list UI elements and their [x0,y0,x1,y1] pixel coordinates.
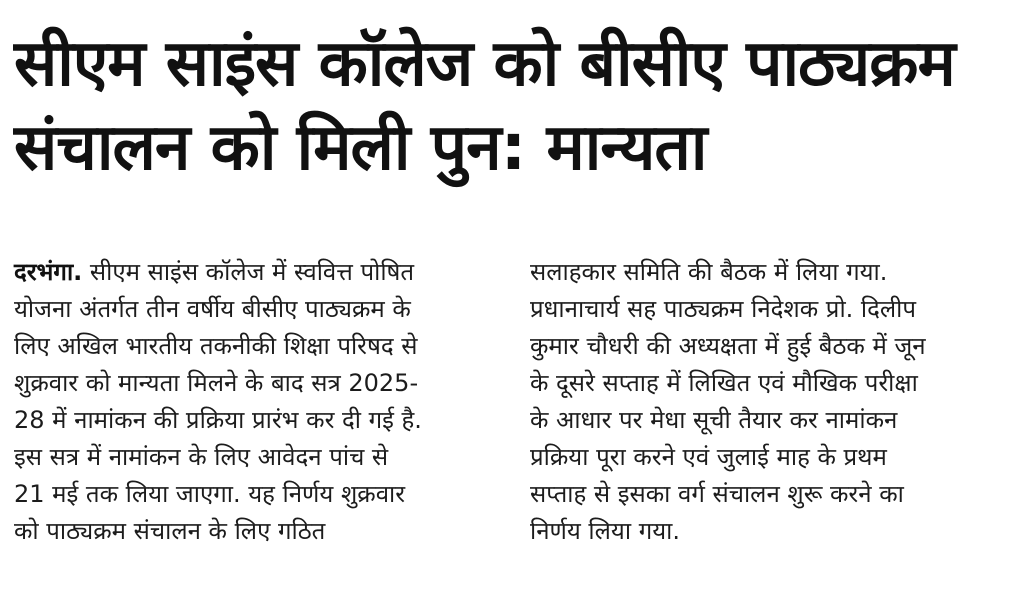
body-line: प्रधानाचार्य सह पाठ्यक्रम निदेशक प्रो. दिलीप [530,295,916,323]
body-line: कुमार चौधरी की अध्यक्षता में हुई बैठक में जून [530,332,926,360]
body-line: के दूसरे सप्ताह में लिखित एवं मौखिक परीक्षा [530,369,918,397]
body-line: के आधार पर मेधा सूची तैयार कर नामांकन [530,406,898,434]
body-line: को पाठ्यक्रम संचालन के लिए गठित [14,517,326,545]
article-column-right [530,254,1004,550]
body-line [14,254,496,291]
headline-line-2: संचालन को मिली पुन: मान्यता [14,111,707,185]
body-line: सप्ताह से इसका वर्ग संचालन शुरू करने का [530,480,904,508]
body-line: 28 में नामांकन की प्रक्रिया प्रारंभ कर दी गई है. [14,406,422,434]
body-line: निर्णय लिया गया. [530,517,680,545]
body-line: सलाहकार समिति की बैठक में लिया गया. [530,258,888,286]
headline [14,22,1004,190]
article-column-left [14,254,496,550]
headline-line-1: सीएम साइंस कॉलेज को बीसीए पाठ्यक्रम [14,27,955,101]
body-line: लिए अखिल भारतीय तकनीकी शिक्षा परिषद से [14,332,418,360]
body-line: योजना अंतर्गत तीन वर्षीय बीसीए पाठ्यक्रम के [14,295,411,323]
body-line: 21 मई तक लिया जाएगा. यह निर्णय शुक्रवार [14,480,406,508]
body-line: प्रक्रिया पूरा करने एवं जुलाई माह के प्रथम [530,443,887,471]
body-line: इस सत्र में नामांकन के लिए आवेदन पांच से [14,443,389,471]
body-line: शुक्रवार को मान्यता मिलने के बाद सत्र 2025- [14,369,419,397]
dateline: दरभंगा. [14,258,83,286]
body-line-text: सीएम साइंस कॉलेज में स्ववित्त पोषित [82,258,415,286]
